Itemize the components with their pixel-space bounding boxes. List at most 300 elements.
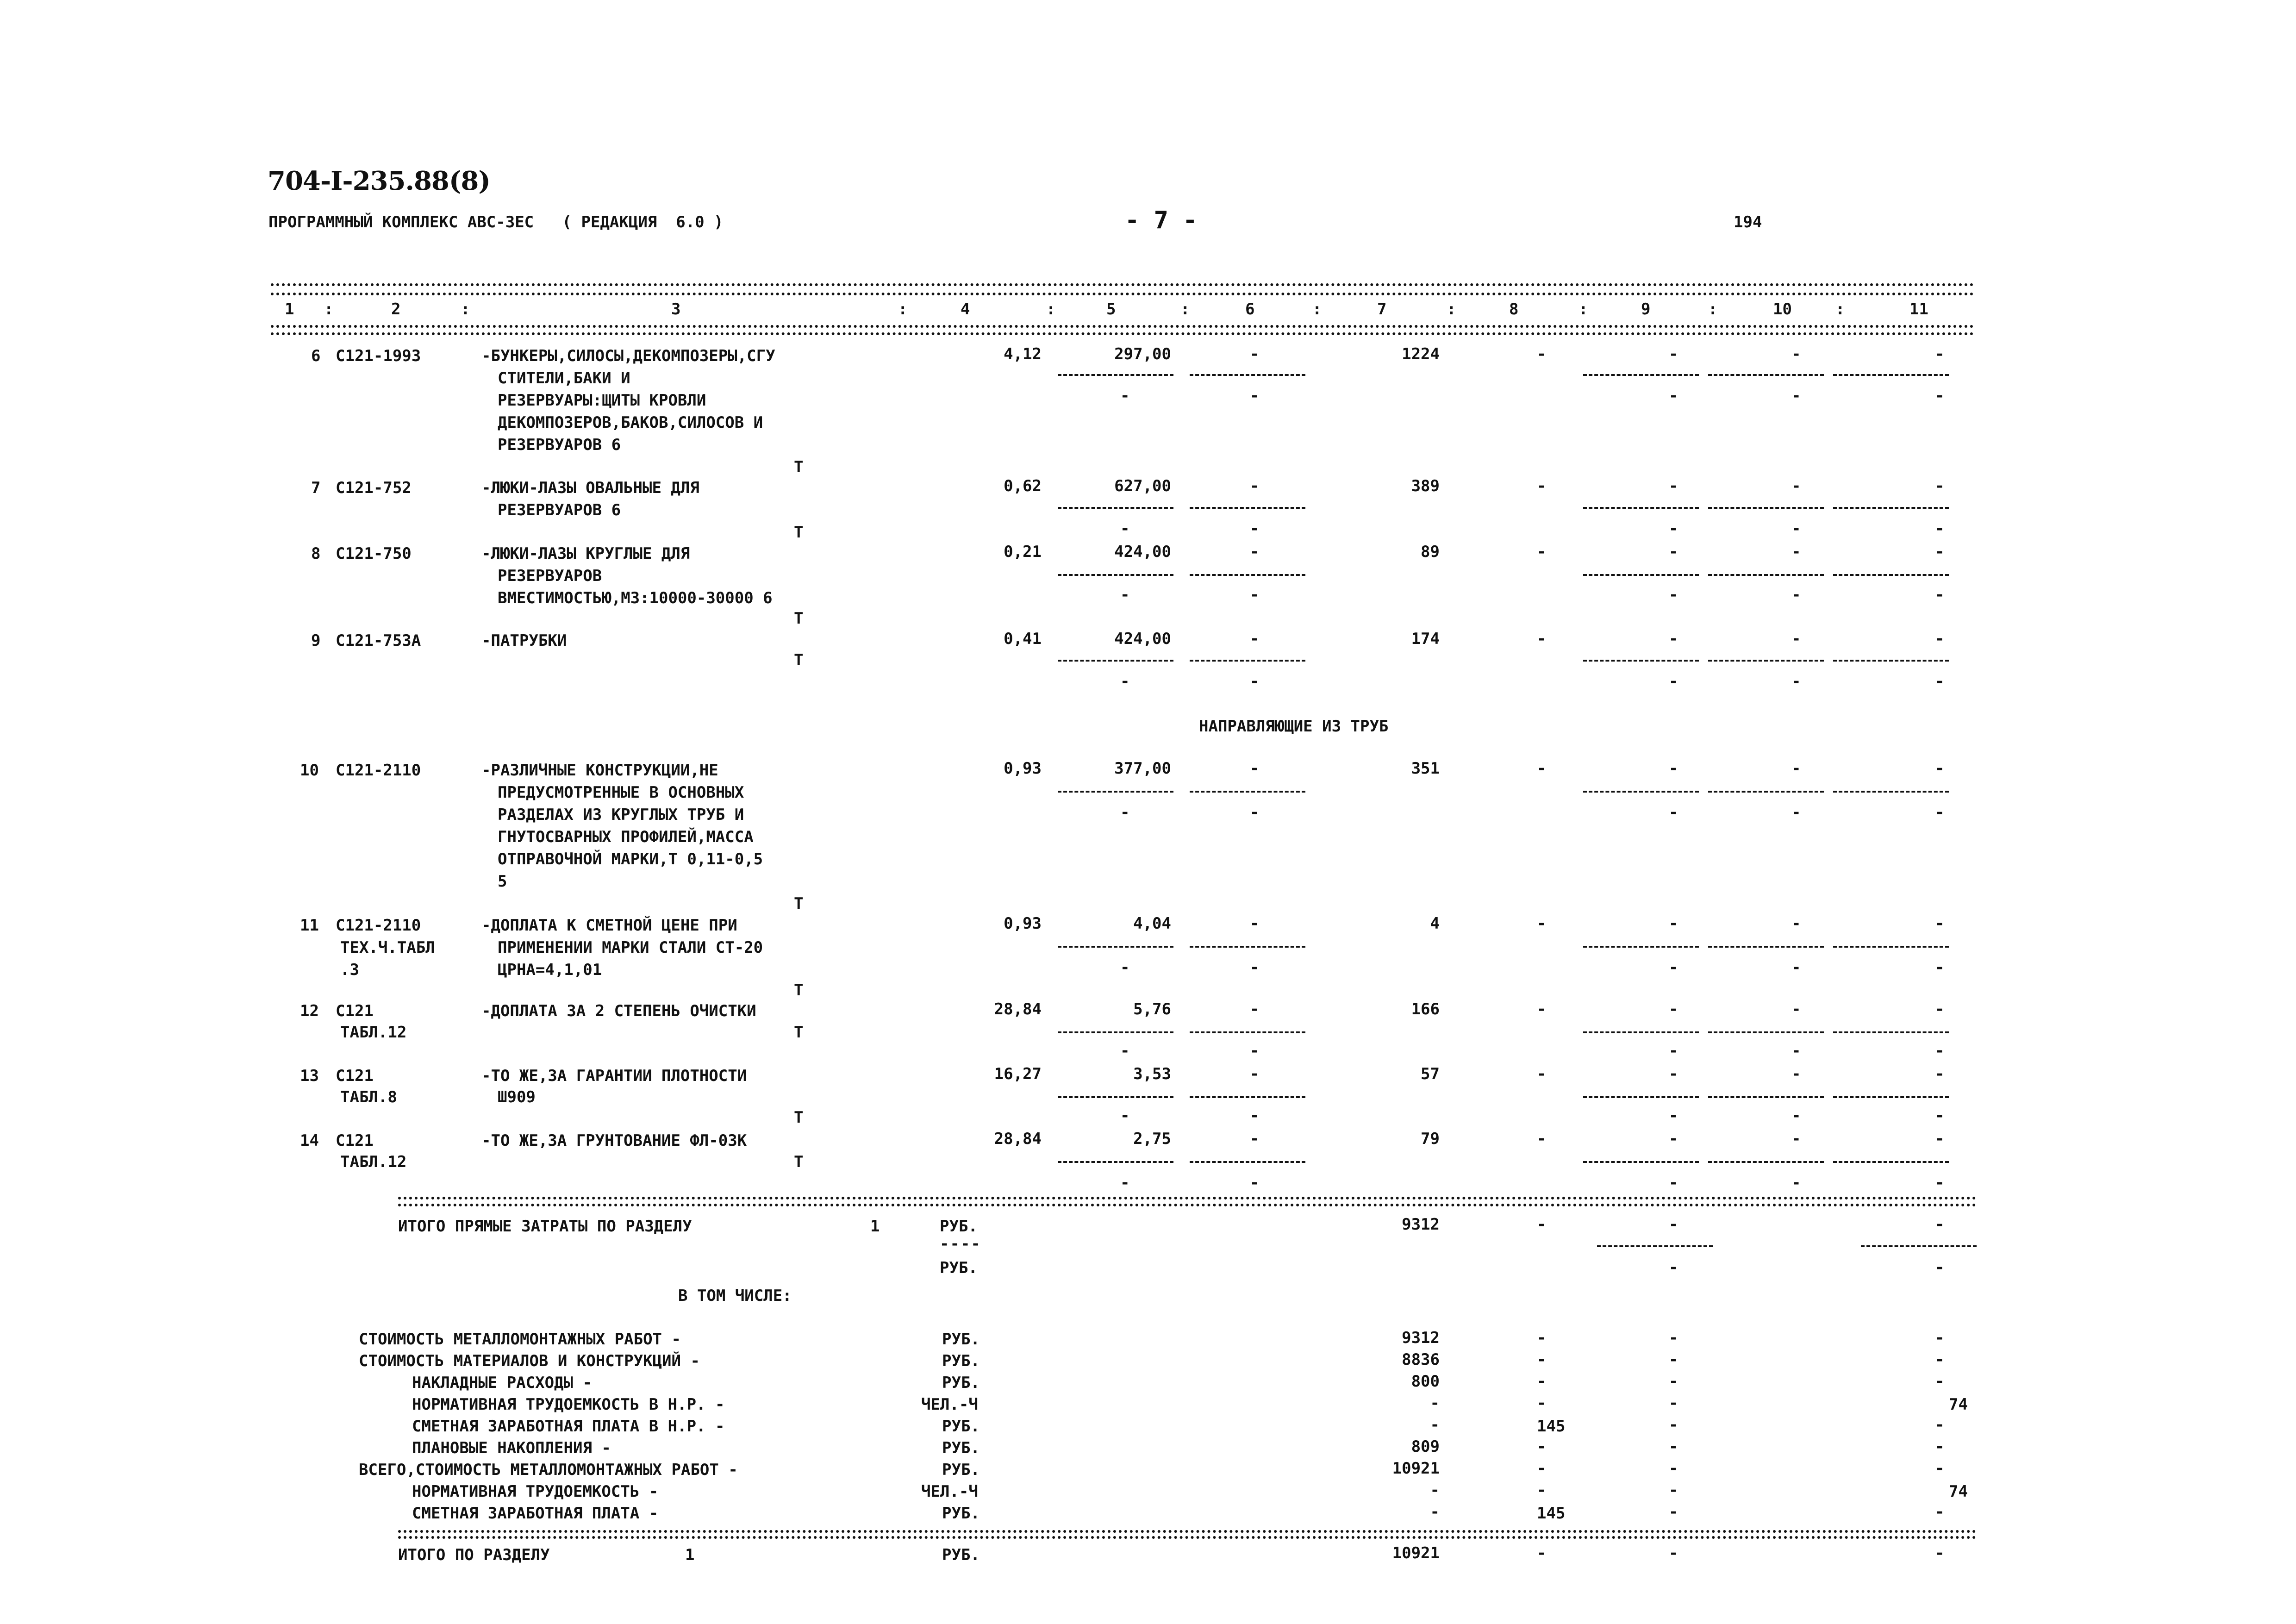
- cell-rule: [1708, 507, 1824, 509]
- cell-rule: [1058, 374, 1173, 376]
- dash-cell: -: [1935, 672, 1945, 691]
- col-sep: :: [1312, 300, 1322, 319]
- dash-cell: -: [1669, 1215, 1678, 1234]
- row-code-line: ТАБЛ.8: [340, 1088, 397, 1106]
- breakdown-c7: 809: [1411, 1437, 1440, 1456]
- breakdown-unit: ЧЕЛ.-Ч: [921, 1395, 978, 1414]
- dash-cell: -: [1537, 345, 1547, 363]
- row-price: 424,00: [1114, 543, 1171, 561]
- dash-cell: -: [1791, 345, 1801, 363]
- row-total: 166: [1411, 1000, 1440, 1018]
- dash-cell: -: [1120, 387, 1130, 405]
- dash-cell: -: [1791, 672, 1801, 691]
- row-code: С121-752: [336, 479, 412, 497]
- breakdown-c7: 9312: [1402, 1329, 1440, 1347]
- dash-cell: -: [1669, 586, 1678, 604]
- row-qty: 0,93: [1004, 914, 1042, 933]
- table-header-rule: [271, 325, 1974, 328]
- dash-cell: -: [1935, 586, 1945, 604]
- dash-cell: -: [1669, 914, 1678, 933]
- dash-cell: -: [1120, 519, 1130, 538]
- row-qty: 0,93: [1004, 759, 1042, 778]
- cell-rule: [1708, 660, 1824, 662]
- dash-cell: -: [1935, 1042, 1945, 1060]
- dash-cell: -: [1250, 803, 1260, 822]
- row-name-line: ОТПРАВОЧНОЙ МАРКИ,Т 0,11-0,5: [498, 850, 763, 868]
- dash-cell: -: [1791, 1130, 1801, 1148]
- cell-rule: [1833, 574, 1949, 576]
- dash-cell: -: [1250, 1042, 1260, 1060]
- row-price: 5,76: [1133, 1000, 1171, 1018]
- cell-rule: [1583, 1161, 1699, 1163]
- row-qty: 0,21: [1004, 543, 1042, 561]
- col-num-1: 1: [285, 300, 294, 319]
- cell-rule: [1190, 574, 1305, 576]
- dash-cell: -: [1537, 1215, 1547, 1234]
- row-name-line: Ш909: [498, 1088, 536, 1106]
- dash-cell: -: [1935, 543, 1945, 561]
- row-name-line: РЕЗЕРВУАРОВ 6: [498, 436, 621, 454]
- row-name-line: РЕЗЕРВУАРОВ: [498, 567, 602, 585]
- col-num-4: 4: [961, 300, 970, 319]
- row-name-line: ВМЕСТИМОСТЬЮ,М3:10000-30000 6: [498, 589, 773, 607]
- dash-cell: -: [1935, 803, 1945, 822]
- row-no: 6: [311, 347, 321, 365]
- dash-cell: -: [1250, 543, 1260, 561]
- breakdown-c11: -: [1935, 1503, 1945, 1521]
- row-total: 89: [1421, 543, 1440, 561]
- cell-rule: [1583, 574, 1699, 576]
- dash-cell: -: [1791, 1106, 1801, 1125]
- dash-cell: -: [1120, 1042, 1130, 1060]
- row-code: С121-750: [336, 544, 412, 563]
- row-code: С121: [336, 1067, 374, 1085]
- cell-rule: [1833, 660, 1949, 662]
- sheet-number: 194: [1734, 213, 1762, 231]
- row-no: 14: [300, 1131, 319, 1150]
- breakdown-label: НОРМАТИВНАЯ ТРУДОЕМКОСТЬ В Н.Р. -: [412, 1395, 725, 1414]
- dash-cell: -: [1935, 1130, 1945, 1148]
- row-name-line: -ЛЮКИ-ЛАЗЫ КРУГЛЫЕ ДЛЯ: [481, 544, 690, 563]
- breakdown-unit: РУБ.: [942, 1417, 980, 1436]
- breakdown-label: ПЛАНОВЫЕ НАКОПЛЕНИЯ -: [412, 1439, 611, 1457]
- cell-rule: [1833, 374, 1949, 376]
- dash-cell: -: [1250, 1130, 1260, 1148]
- dash-cell: -: [1669, 958, 1678, 977]
- col-sep: :: [1835, 300, 1845, 319]
- dash-cell: -: [1791, 914, 1801, 933]
- cell-rule: [1597, 1245, 1713, 1247]
- breakdown-c8: 145: [1537, 1417, 1566, 1436]
- dash-cell: -: [1791, 1000, 1801, 1018]
- row-code: С121: [336, 1002, 374, 1020]
- row-no: 7: [311, 479, 321, 497]
- cell-rule: [1058, 507, 1173, 509]
- breakdown-label: СМЕТНАЯ ЗАРАБОТНАЯ ПЛАТА -: [412, 1504, 659, 1523]
- cell-rule: [1708, 791, 1824, 793]
- breakdown-c8: -: [1537, 1372, 1547, 1391]
- cell-rule: [1833, 507, 1949, 509]
- row-name-line: РЕЗЕРВУАРЫ:ЩИТЫ КРОВЛИ: [498, 391, 706, 410]
- cell-rule: [1833, 1161, 1949, 1163]
- row-total: 57: [1421, 1065, 1440, 1083]
- breakdown-c7: 800: [1411, 1372, 1440, 1391]
- row-total: 79: [1421, 1130, 1440, 1148]
- dash-cell: -: [1669, 1106, 1678, 1125]
- row-total: 351: [1411, 759, 1440, 778]
- row-total: 174: [1411, 630, 1440, 648]
- row-name-line: -БУНКЕРЫ,СИЛОСЫ,ДЕКОМПОЗЕРЫ,СГУ: [481, 347, 775, 365]
- dash-cell: -: [1120, 1174, 1130, 1192]
- dash-cell: -: [1935, 519, 1945, 538]
- dash-cell: -: [1669, 1000, 1678, 1018]
- direct-costs-section: 1: [870, 1217, 880, 1236]
- totals-rule-2: [398, 1204, 1977, 1206]
- row-name-line: ГНУТОСВАРНЫХ ПРОФИЛЕЙ,МАССА: [498, 828, 754, 846]
- dash-cell: -: [1669, 759, 1678, 778]
- row-total: 1224: [1402, 345, 1440, 363]
- dash-cell: -: [1935, 1215, 1945, 1234]
- row-code: С121-2110: [336, 761, 421, 780]
- final-total-c11: -: [1935, 1544, 1945, 1562]
- breakdown-c9: -: [1669, 1503, 1678, 1521]
- dash-cell: -: [1120, 586, 1130, 604]
- row-unit: Т: [794, 1023, 804, 1042]
- breakdown-c11: 74: [1949, 1482, 1968, 1501]
- dash-cell: -: [1935, 1000, 1945, 1018]
- dash-cell: -: [1935, 477, 1945, 495]
- dash-cell: -: [1537, 759, 1547, 778]
- breakdown-c8: -: [1537, 1437, 1547, 1456]
- row-price: 377,00: [1114, 759, 1171, 778]
- breakdown-c9: -: [1669, 1394, 1678, 1412]
- cell-rule: [1861, 1245, 1977, 1247]
- breakdown-unit: РУБ.: [942, 1439, 980, 1457]
- dash-cell: -: [1250, 519, 1260, 538]
- col-sep: :: [1046, 300, 1056, 319]
- col-sep: :: [461, 300, 470, 319]
- row-name-line: РАЗДЕЛАХ ИЗ КРУГЛЫХ ТРУБ И: [498, 806, 744, 824]
- row-unit: Т: [794, 1153, 804, 1171]
- final-total-label: ИТОГО ПО РАЗДЕЛУ: [398, 1546, 550, 1564]
- dash-cell: -: [1120, 672, 1130, 691]
- breakdown-label: НОРМАТИВНАЯ ТРУДОЕМКОСТЬ -: [412, 1482, 659, 1501]
- breakdown-c11: -: [1935, 1329, 1945, 1347]
- cell-rule: [1190, 1096, 1305, 1098]
- breakdown-c8: -: [1537, 1459, 1547, 1478]
- dash-cell: -: [1935, 914, 1945, 933]
- breakdown-unit: РУБ.: [942, 1374, 980, 1392]
- cell-rule: [1058, 574, 1173, 576]
- dash-cell: -: [1250, 1065, 1260, 1083]
- row-unit: Т: [794, 523, 804, 542]
- cell-rule: [1583, 374, 1699, 376]
- col-num-9: 9: [1641, 300, 1651, 319]
- dash-cell: -: [1935, 345, 1945, 363]
- row-code-line: .3: [340, 961, 359, 979]
- row-code-line: ТАБЛ.12: [340, 1153, 407, 1171]
- unit-underline: ----: [940, 1235, 981, 1253]
- row-name-line: ПРЕДУСМОТРЕННЫЕ В ОСНОВНЫХ: [498, 783, 744, 802]
- dash-cell: -: [1250, 586, 1260, 604]
- final-total-c8: -: [1537, 1544, 1547, 1562]
- program-title: ПРОГРАММНЫЙ КОМПЛЕКС АВС-ЗЕС ( РЕДАКЦИЯ 6.0 ): [268, 213, 724, 231]
- breakdown-c9: -: [1669, 1350, 1678, 1369]
- breakdown-c8: -: [1537, 1329, 1547, 1347]
- row-price: 627,00: [1114, 477, 1171, 495]
- row-unit: Т: [794, 1108, 804, 1127]
- dash-cell: -: [1250, 958, 1260, 977]
- cell-rule: [1190, 791, 1305, 793]
- row-unit: Т: [794, 651, 804, 669]
- cell-rule: [1833, 791, 1949, 793]
- cell-rule: [1583, 660, 1699, 662]
- final-total-c7: 10921: [1392, 1544, 1440, 1562]
- dash-cell: -: [1935, 387, 1945, 405]
- dash-cell: -: [1537, 1065, 1547, 1083]
- row-qty: 28,84: [994, 1130, 1042, 1148]
- row-name-line: -ЛЮКИ-ЛАЗЫ ОВАЛЬНЫЕ ДЛЯ: [481, 479, 699, 497]
- cell-rule: [1708, 374, 1824, 376]
- breakdown-c11: -: [1935, 1416, 1945, 1434]
- row-name-line: -ДОПЛАТА ЗА 2 СТЕПЕНЬ ОЧИСТКИ: [481, 1002, 756, 1020]
- cell-rule: [1708, 1031, 1824, 1033]
- dash-cell: -: [1669, 477, 1678, 495]
- cell-rule: [1708, 574, 1824, 576]
- table-header-rule-2: [271, 332, 1974, 335]
- cell-rule: [1833, 1031, 1949, 1033]
- col-num-5: 5: [1106, 300, 1116, 319]
- breakdown-c8: -: [1537, 1394, 1547, 1412]
- dash-cell: -: [1669, 672, 1678, 691]
- row-total: 389: [1411, 477, 1440, 495]
- row-price: 297,00: [1114, 345, 1171, 363]
- col-num-8: 8: [1509, 300, 1519, 319]
- row-total: 4: [1430, 914, 1440, 933]
- dash-cell: -: [1669, 1042, 1678, 1060]
- dash-cell: -: [1791, 1042, 1801, 1060]
- dash-cell: -: [1791, 958, 1801, 977]
- row-name-line: -ПАТРУБКИ: [481, 631, 567, 650]
- row-name-line: ПРИМЕНЕНИИ МАРКИ СТАЛИ СТ-20: [498, 938, 763, 957]
- row-no: 8: [311, 544, 321, 563]
- dash-cell: -: [1669, 803, 1678, 822]
- dash-cell: -: [1120, 958, 1130, 977]
- table-top-rule: [271, 283, 1974, 286]
- row-name-line: -ТО ЖЕ,ЗА ГРУНТОВАНИЕ ФЛ-03К: [481, 1131, 747, 1150]
- col-num-7: 7: [1377, 300, 1387, 319]
- row-price: 3,53: [1133, 1065, 1171, 1083]
- breakdown-label: СТОИМОСТЬ МЕТАЛЛОМОНТАЖНЫХ РАБОТ -: [359, 1330, 681, 1349]
- col-sep: :: [898, 300, 908, 319]
- dash-cell: -: [1669, 1065, 1678, 1083]
- row-unit: Т: [794, 458, 804, 476]
- row-price: 2,75: [1133, 1130, 1171, 1148]
- cell-rule: [1583, 946, 1699, 948]
- row-no: 12: [300, 1002, 319, 1020]
- dash-cell: -: [1935, 958, 1945, 977]
- col-sep: :: [1180, 300, 1190, 319]
- col-num-10: 10: [1773, 300, 1792, 319]
- cell-rule: [1833, 1096, 1949, 1098]
- dash-cell: -: [1669, 543, 1678, 561]
- row-code-line: ТЕХ.Ч.ТАБЛ: [340, 938, 435, 957]
- breakdown-label: НАКЛАДНЫЕ РАСХОДЫ -: [412, 1374, 592, 1392]
- dash-cell: -: [1120, 803, 1130, 822]
- dash-cell: -: [1537, 477, 1547, 495]
- breakdown-label: СМЕТНАЯ ЗАРАБОТНАЯ ПЛАТА В Н.Р. -: [412, 1417, 725, 1436]
- cell-rule: [1058, 791, 1173, 793]
- dash-cell: -: [1935, 1258, 1945, 1277]
- dash-cell: -: [1250, 345, 1260, 363]
- cell-rule: [1190, 660, 1305, 662]
- final-rule: [398, 1530, 1977, 1533]
- dash-cell: -: [1250, 1174, 1260, 1192]
- row-name-line: ЦРНА=4,1,01: [498, 961, 602, 979]
- breakdown-c11: 74: [1949, 1395, 1968, 1414]
- row-name-line: ДЕКОМПОЗЕРОВ,БАКОВ,СИЛОСОВ И: [498, 413, 763, 432]
- cell-rule: [1708, 1096, 1824, 1098]
- direct-costs-unit-2: РУБ.: [940, 1259, 978, 1277]
- row-qty: 4,12: [1004, 345, 1042, 363]
- dash-cell: -: [1791, 630, 1801, 648]
- dash-cell: -: [1537, 914, 1547, 933]
- row-code-line: ТАБЛ.12: [340, 1023, 407, 1042]
- dash-cell: -: [1935, 1106, 1945, 1125]
- final-total-unit: РУБ.: [942, 1546, 980, 1564]
- col-sep: :: [1708, 300, 1718, 319]
- cell-rule: [1190, 1031, 1305, 1033]
- dash-cell: -: [1791, 1174, 1801, 1192]
- dash-cell: -: [1120, 1106, 1130, 1125]
- breakdown-c9: -: [1669, 1481, 1678, 1499]
- breakdown-c7: 10921: [1392, 1459, 1440, 1478]
- including-label: В ТОМ ЧИСЛЕ:: [678, 1287, 792, 1305]
- row-name-line: -ДОПЛАТА К СМЕТНОЙ ЦЕНЕ ПРИ: [481, 916, 737, 935]
- dash-cell: -: [1791, 519, 1801, 538]
- table-top-rule-2: [271, 293, 1974, 295]
- breakdown-c11: -: [1935, 1350, 1945, 1369]
- dash-cell: -: [1935, 1065, 1945, 1083]
- cell-rule: [1190, 507, 1305, 509]
- breakdown-unit: ЧЕЛ.-Ч: [921, 1482, 978, 1501]
- dash-cell: -: [1669, 519, 1678, 538]
- dash-cell: -: [1791, 543, 1801, 561]
- cell-rule: [1190, 1161, 1305, 1163]
- breakdown-c8: -: [1537, 1481, 1547, 1499]
- breakdown-c9: -: [1669, 1437, 1678, 1456]
- dash-cell: -: [1537, 630, 1547, 648]
- row-qty: 28,84: [994, 1000, 1042, 1018]
- dash-cell: -: [1250, 630, 1260, 648]
- cell-rule: [1583, 791, 1699, 793]
- breakdown-c7: 8836: [1402, 1350, 1440, 1369]
- row-code: С121: [336, 1131, 374, 1150]
- dash-cell: -: [1669, 1130, 1678, 1148]
- dash-cell: -: [1250, 387, 1260, 405]
- breakdown-unit: РУБ.: [942, 1504, 980, 1523]
- row-name-line: СТИТЕЛИ,БАКИ И: [498, 369, 630, 387]
- row-name-line: 5: [498, 872, 507, 891]
- dash-cell: -: [1791, 1065, 1801, 1083]
- dash-cell: -: [1935, 759, 1945, 778]
- dash-cell: -: [1791, 477, 1801, 495]
- breakdown-label: ВСЕГО,СТОИМОСТЬ МЕТАЛЛОМОНТАЖНЫХ РАБОТ -: [359, 1461, 738, 1479]
- row-no: 9: [311, 631, 321, 650]
- row-price: 4,04: [1133, 914, 1171, 933]
- breakdown-c9: -: [1669, 1329, 1678, 1347]
- cell-rule: [1708, 1161, 1824, 1163]
- dash-cell: -: [1669, 387, 1678, 405]
- row-code: С121-2110: [336, 916, 421, 935]
- dash-cell: -: [1250, 477, 1260, 495]
- page-marker: - 7 -: [1125, 206, 1198, 234]
- dash-cell: -: [1250, 914, 1260, 933]
- breakdown-c9: -: [1669, 1372, 1678, 1391]
- cell-rule: [1708, 946, 1824, 948]
- breakdown-c8: -: [1537, 1350, 1547, 1369]
- row-price: 424,00: [1114, 630, 1171, 648]
- dash-cell: -: [1250, 759, 1260, 778]
- totals-rule: [398, 1197, 1977, 1199]
- direct-costs-label: ИТОГО ПРЯМЫЕ ЗАТРАТЫ ПО РАЗДЕЛУ: [398, 1217, 692, 1236]
- dash-cell: -: [1537, 1130, 1547, 1148]
- breakdown-label: СТОИМОСТЬ МАТЕРИАЛОВ И КОНСТРУКЦИЙ -: [359, 1352, 700, 1370]
- row-no: 10: [300, 761, 319, 780]
- cell-rule: [1583, 1096, 1699, 1098]
- cell-rule: [1058, 1096, 1173, 1098]
- breakdown-c7: -: [1430, 1481, 1440, 1499]
- breakdown-c7: -: [1430, 1394, 1440, 1412]
- breakdown-c7: -: [1430, 1503, 1440, 1521]
- cell-rule: [1583, 1031, 1699, 1033]
- breakdown-c9: -: [1669, 1416, 1678, 1434]
- breakdown-unit: РУБ.: [942, 1461, 980, 1479]
- col-sep: :: [1578, 300, 1588, 319]
- cell-rule: [1833, 946, 1949, 948]
- row-no: 11: [300, 916, 319, 935]
- breakdown-c11: -: [1935, 1437, 1945, 1456]
- row-code: С121-753А: [336, 631, 421, 650]
- breakdown-unit: РУБ.: [942, 1330, 980, 1349]
- cell-rule: [1058, 1031, 1173, 1033]
- row-name-line: -ТО ЖЕ,ЗА ГАРАНТИИ ПЛОТНОСТИ: [481, 1067, 747, 1085]
- breakdown-unit: РУБ.: [942, 1352, 980, 1370]
- dash-cell: -: [1791, 387, 1801, 405]
- row-qty: 16,27: [994, 1065, 1042, 1083]
- dash-cell: -: [1791, 759, 1801, 778]
- col-num-3: 3: [671, 300, 681, 319]
- cell-rule: [1190, 946, 1305, 948]
- final-rule-2: [398, 1536, 1977, 1539]
- dash-cell: -: [1935, 1174, 1945, 1192]
- cell-rule: [1190, 374, 1305, 376]
- row-code: С121-1993: [336, 347, 421, 365]
- col-sep: :: [324, 300, 334, 319]
- dash-cell: -: [1250, 672, 1260, 691]
- dash-cell: -: [1935, 630, 1945, 648]
- row-unit: Т: [794, 981, 804, 999]
- cell-rule: [1583, 507, 1699, 509]
- dash-cell: -: [1669, 630, 1678, 648]
- row-qty: 0,41: [1004, 630, 1042, 648]
- document-code: 704-I-235.88(8): [268, 166, 490, 196]
- dash-cell: -: [1250, 1106, 1260, 1125]
- row-qty: 0,62: [1004, 477, 1042, 495]
- direct-costs-value: 9312: [1402, 1215, 1440, 1234]
- col-num-11: 11: [1909, 300, 1928, 319]
- row-no: 13: [300, 1067, 319, 1085]
